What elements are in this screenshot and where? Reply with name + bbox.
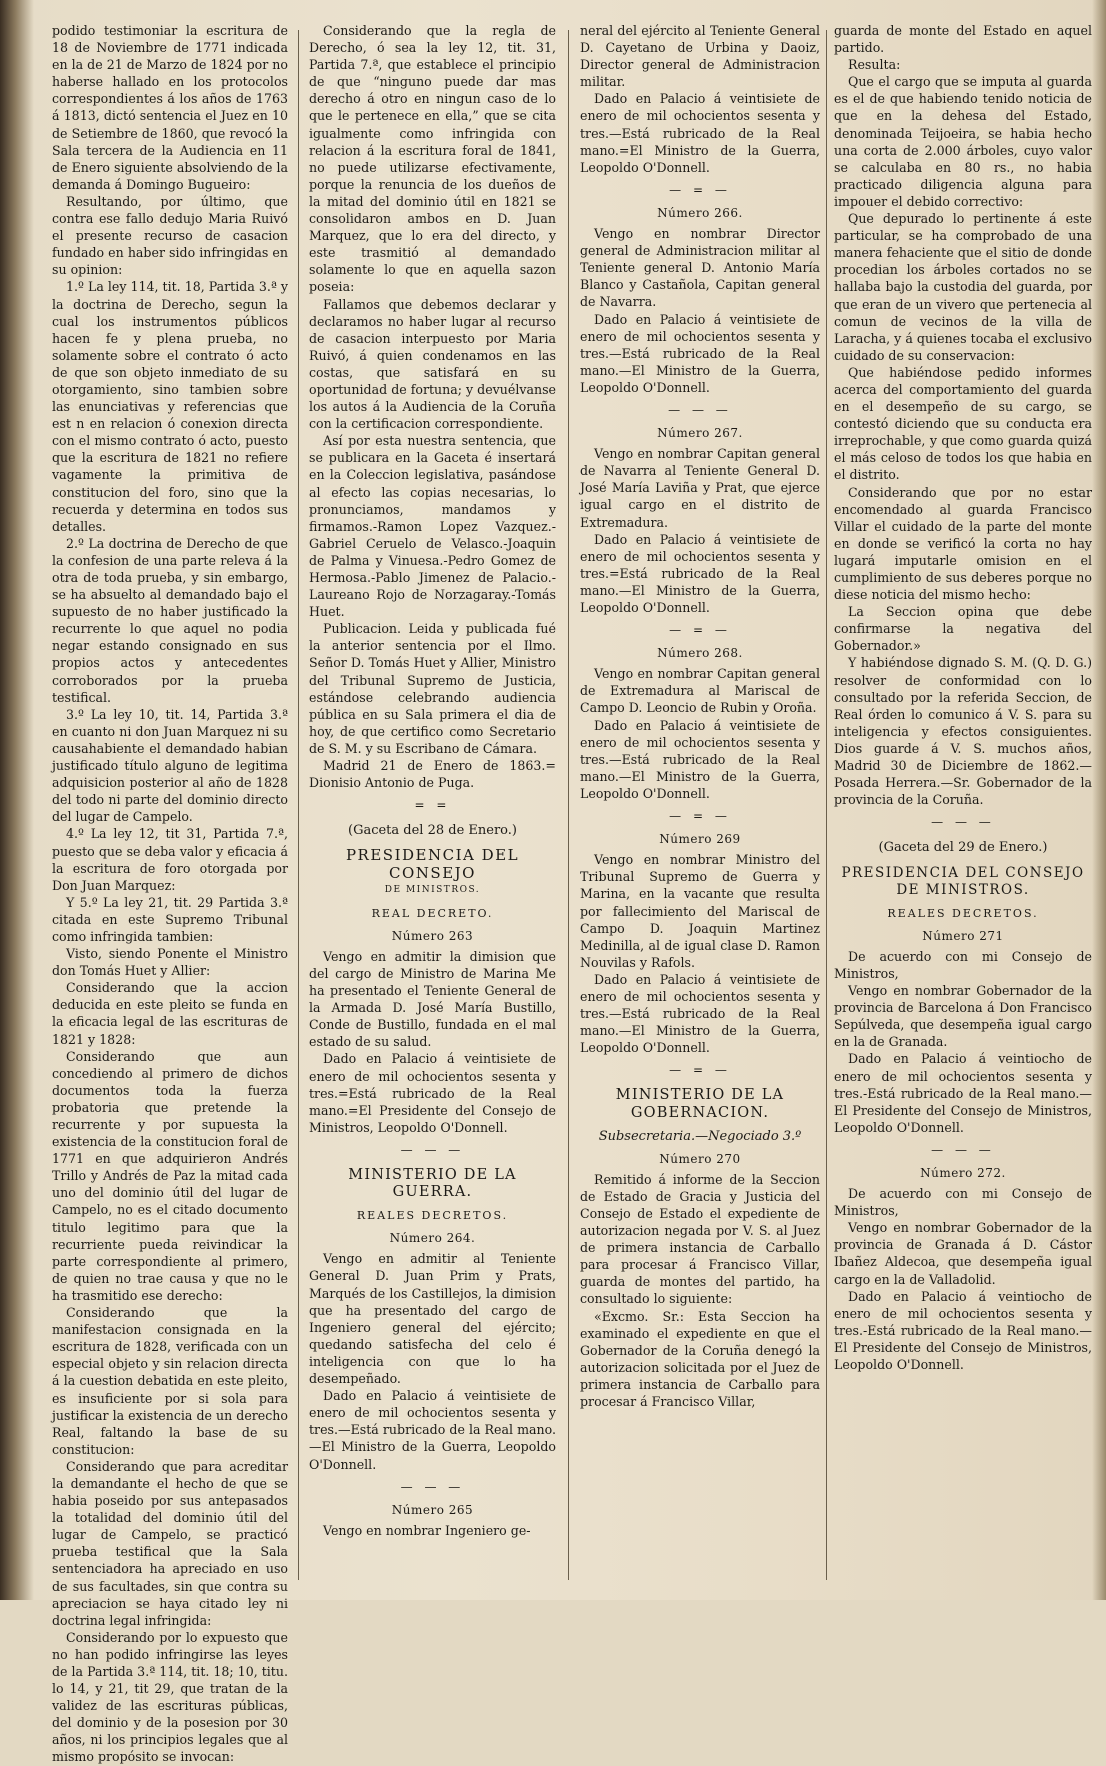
separator: — = — — [669, 809, 731, 824]
paragraph: Considerando que la accion deducida en este pleito se funda en la eficacia legal de las escrituras de 1821 y 1828: — [52, 980, 288, 1047]
paragraph: Dado en Palacio á veintiocho de enero de mil ochocientos sesenta y tres.-Está rubricado de la Real mano.—El Presidente del Consejo de Ministros, Leopoldo O'Donnell. — [834, 1051, 1092, 1135]
column-rule — [826, 30, 827, 1580]
paragraph: Vengo en nombrar Gobernador de la provincia de Granada á D. Cástor Ibañez Aldecoa, que desempeña igual cargo en la de Valladolid. — [834, 1220, 1092, 1287]
column-2 — [309, 22, 556, 1590]
decree-number: Número 264. — [389, 1231, 476, 1246]
separator: — — — — [400, 1479, 465, 1494]
paragraph: Vengo en nombrar Capitan general de Extremadura al Mariscal de Campo D. Leoncio de Rubin y Oroña. — [580, 666, 820, 716]
decree-heading: REALES DECRETOS. — [887, 906, 1039, 920]
paragraph: De acuerdo con mi Consejo de Ministros, — [834, 1186, 1092, 1219]
paragraph: Vengo en nombrar Ministro del Tribunal Supremo de Guerra y Marina, en la vacante que resulta por fallecimiento del Mariscal de Campo D. Joaquin Martinez Medinilla, al de igual clase D. Ramon Nouvilas y Rafols. — [580, 852, 820, 970]
paragraph: Vengo en nombrar Gobernador de la provincia de Barcelona á Don Francisco Sepúlveda, que desempeña igual cargo en la de Granada. — [834, 983, 1092, 1050]
paragraph: Dado en Palacio á veintisiete de enero de mil ochocientos sesenta y tres.=Está rubricado de la Real mano.—El Ministro de la Guerra, Leopoldo O'Donnell. — [580, 531, 820, 615]
paragraph: 3.º La ley 10, tit. 14, Partida 3.ª en cuanto ni don Juan Marquez ni su causahabiente el demandado habian justificado título alguno de legitima adquisicion posterior al año de 1828 del todo ni parte del dominio directo del lugar de Campelo. — [52, 706, 288, 825]
paragraph: Dado en Palacio á veintiocho de enero de mil ochocientos sesenta y tres.-Está rubricado de la Real mano.—El Presidente del Consejo de Ministros, Leopoldo O'Donnell. — [834, 1288, 1092, 1373]
gaceta-date: (Gaceta del 29 de Enero.) — [878, 840, 1048, 856]
section-subheading: DE MINISTROS. — [384, 884, 481, 895]
paragraph: Fallamos que debemos declarar y declaramos no haber lugar al recurso de casacion interpuesto por Maria Ruivó, á quien condenamos en las costas, que satisfará en su oportunidad de fortuna; y devuélvanse los autos á la Audiencia de la Coruña con la certificacion correspondiente. — [309, 296, 556, 432]
paragraph: Dado en Palacio á veintisiete de enero de mil ochocientos sesenta y tres.=Está rubricado de la Real mano.=El Presidente del Consejo de Ministros, Leopoldo O'Donnell. — [309, 1051, 556, 1135]
paragraph: La Seccion opina que debe confirmarse la negativa del Gobernador.» — [834, 604, 1092, 654]
column-rule — [298, 30, 299, 1580]
column-4 — [834, 22, 1092, 1590]
paragraph: 1.º La ley 114, tit. 18, Partida 3.ª y la doctrina de Derecho, segun la cual los instrumentos públicos hacen fe y plena prueba, no solamente sobre el contrato ó acto de que son objeto inmediato de su otorgamiento, sino tambien sobre las enunciativas y referencias que est n en relacion ó conexion directa con el mismo contrato ó acto, puesto que la escritura de 1821 no refiere vagamente la primitiva de constitucion del foro, sino que la recuerda y determina en todos sus detalles. — [52, 279, 288, 534]
decree-number: Número 263 — [391, 928, 474, 943]
section-heading: PRESIDENCIA DEL CONSEJO DE MINISTROS. — [841, 864, 1085, 898]
page-edge-shadow — [1092, 0, 1106, 1600]
decree-number: Número 267. — [657, 426, 743, 441]
paragraph: Dado en Palacio á veintisiete de enero de mil ochocientos sesenta y tres.—Está rubricado de la Real mano.—El Ministro de la Guerra, Leopoldo O'Donnell. — [580, 311, 820, 395]
paragraph: Considerando que para acreditar la demandante el hecho de que se habia poseido por sus antepasados la totalidad del dominio útil del lugar de Campelo, se practicó prueba testifical que la Sala sentenciadora ha apreciado en uso de sus facultades, sin que contra su apreciacion se haya citado ley ni doctrina legal infringida: — [52, 1458, 288, 1628]
separator: — — — — [931, 1142, 995, 1157]
decree-number: Número 268. — [657, 646, 743, 661]
paragraph: Vengo en nombrar Ingeniero ge- — [323, 1522, 531, 1538]
decree-number: Número 269 — [659, 832, 741, 847]
paragraph: Resulta: — [848, 57, 901, 73]
paragraph: Considerando por lo expuesto que no han podido infringirse las leyes de la Partida 3.ª 114, tit. 18; 10, titu. lo 14, y 21, tit 29, que tratan de la validez de las escrituras públicas, del dominio y de la posesion por 30 años, ni los principios legales que al mismo propósito se invocan: — [52, 1629, 288, 1765]
paragraph: Vengo en admitir la dimision que del cargo de Ministro de Marina Me ha presentado el Teniente General de la Armada D. José María Bustillo, Conde de Bustillo, fundada en el mal estado de su salud. — [309, 948, 556, 1050]
paragraph: Y 5.º La ley 21, tit. 29 Partida 3.ª citada en este Supremo Tribunal como infringida tambien: — [52, 894, 288, 944]
paragraph: guarda de monte del Estado en aquel partido. — [834, 23, 1092, 56]
decree-number: Número 271 — [922, 928, 1004, 943]
paragraph: neral del ejército al Teniente General D. Cayetano de Urbina y Daoiz, Director general de Administracion militar. — [580, 23, 820, 90]
paragraph: 2.º La doctrina de Derecho de que la confesion de una parte releva á la otra de toda prueba, y sin embargo, se ha absuelto al demandado bajo el supuesto de no haber justificado la recurrente lo que aquel no podia negar estando consignado en sus propios actos y antecedentes corroborados por la prueba testifical. — [52, 535, 288, 705]
paragraph: Vengo en nombrar Director general de Administracion militar al Teniente general D. Antonio María Blanco y Castañola, Capitan general de Navarra. — [580, 226, 820, 310]
decree-number: Número 265 — [391, 1502, 474, 1517]
separator: — — — — [668, 402, 732, 417]
paragraph: Vengo en admitir al Teniente General D. Juan Prim y Prats, Marqués de los Castillejos, la dimision que ha presentado del cargo de Ingeniero general del ejército; quedando satisfecha del celo é inteligencia con que lo ha desempeñado. — [309, 1251, 556, 1387]
separator: = = — [414, 798, 451, 813]
paragraph: Resultando, por último, que contra ese fallo dedujo Maria Ruivó el presente recurso de casacion fundado en haber sido infringidas en su opinion: — [52, 193, 288, 278]
separator: — — — — [400, 1142, 465, 1157]
separator: — = — — [669, 182, 731, 197]
separator: — = — — [669, 623, 731, 638]
separator: — — — — [931, 815, 995, 830]
gaceta-date: (Gaceta del 28 de Enero.) — [348, 823, 517, 839]
paragraph: podido testimoniar la escritura de 18 de Noviembre de 1771 indicada en la de 21 de Marzo de 1824 por no haberse hallado en los protocolos correspondientes á los años de 1763 á 1813, dictó sentencia el Juez en 10 de Setiembre de 1860, que revocó la Sala tercera de la Audiencia en 11 de Enero siguiente absolviendo de la demanda á Domingo Bugueiro: — [52, 23, 288, 192]
paragraph: Madrid 21 de Enero de 1863.= Dionisio Antonio de Puga. — [309, 758, 556, 791]
paragraph: «Excmo. Sr.: Esta Seccion ha examinado el expediente en que el Gobernador de la Coruña denegó la autorizacion solicitada por el Juez de primera instancia de Carballo para procesar á Francisco Villar, — [580, 1308, 820, 1410]
paragraph: Que depurado lo pertinente á este particular, se ha comprobado de una manera fehaciente que el sitio de donde procedian los árboles cortados no se hallaba bajo la custodia del guarda, por que eran de un vivero que pertenecia al comun de vecinos de la villa de Laracha, y á quienes tocaba el exclusivo cuidado de su conservacion: — [834, 211, 1092, 363]
paragraph: Considerando que la regla de Derecho, ó sea la ley 12, tit. 31, Partida 7.ª, que establece el principio de que “ninguno puede dar mas derecho á otro en ningun caso de lo que le pertenece en ella,” que se cita igualmente como infringida con relacion á la escritura foral de 1841, no puede utilizarse efectivamente, porque la renuncia de los dueños de la mitad del dominio útil en 1821 se consolidaron ambos en D. Juan Marquez, que lo era del directo, y este trasmitió al demandado solamente lo que en aquella sazon poseia: — [309, 23, 556, 295]
paragraph: Vengo en nombrar Capitan general de Navarra al Teniente General D. José María Laviña y Prat, que ejerce igual cargo en el distrito de Extremadura. — [580, 446, 820, 530]
paragraph: 4.º La ley 12, tit 31, Partida 7.ª, puesto que se deba valor y eficacia á la escritura de foro otorgada por Don Juan Marquez: — [52, 826, 288, 893]
decree-heading: REAL DECRETO. — [371, 906, 494, 920]
ministry-heading: MINISTERIO DE LA GUERRA. — [348, 1167, 517, 1201]
separator: — = — — [669, 1063, 731, 1078]
paragraph: Que habiéndose pedido informes acerca del comportamiento del guarda en el desempeño de su cargo, se contestó diciendo que su conducta era irreprochable, y que como guarda quizá el más celoso de todos los que habia en el distrito. — [834, 364, 1092, 483]
paragraph: Y habiéndose dignado S. M. (Q. D. G.) resolver de conformidad con lo consultado por la referida Seccion, de Real órden lo comunico á V. S. para su inteligencia y efectos consiguientes. Dios guarde á V. S. muchos años, Madrid 30 de Diciembre de 1862.—Posada Herrera.—Sr. Gobernador de la provincia de la Coruña. — [834, 655, 1092, 808]
ministry-heading: MINISTERIO DE LA GOBERNACION. — [615, 1087, 785, 1121]
subsecretaria-heading: Subsecretaria.—Negociado 3.º — [598, 1128, 802, 1144]
section-heading: PRESIDENCIA DEL CONSEJO — [345, 846, 520, 882]
decree-number: Número 270 — [659, 1151, 741, 1166]
decree-number: Número 266. — [657, 205, 743, 220]
paragraph: Dado en Palacio á veintisiete de enero de mil ochocientos sesenta y tres.—Está rubricado de la Real mano.—El Ministro de la Guerra, Leopoldo O'Donnell. — [309, 1388, 556, 1472]
paragraph: Remitido á informe de la Seccion de Estado de Gracia y Justicia del Consejo de Estado el expediente de autorizacion negada por V. S. al Juez de primera instancia de Carballo para procesar á Francisco Villar, guarda de montes del partido, ha consultado lo siguiente: — [580, 1171, 820, 1307]
paragraph: Considerando que aun concediendo al primero de dichos documentos toda la fuerza probatoria que pretende la recurrente y por supuesta la existencia de la constitucion foral de 1771 en que adquirieron Andrés Trillo y Andrés de Paz la mitad cada uno del dominio útil del lugar de Campelo, no es el citado documento titulo legitimo para que la recurriente pueda reivindicar la parte correspondiente al primero, de quien no trae causa y que no le ha trasmitido ese derecho: — [52, 1048, 288, 1303]
paragraph: Dado en Palacio á veintisiete de enero de mil ochocientos sesenta y tres.—Está rubricado de la Real mano.=El Ministro de la Guerra, Leopoldo O'Donnell. — [580, 91, 820, 175]
column-3 — [580, 22, 820, 1590]
column-rule — [568, 30, 569, 1580]
paragraph: Publicacion. Leida y publicada fué la anterior sentencia por el Ilmo. Señor D. Tomás Huet y Allier, Ministro del Tribunal Supremo de Justicia, estándose celebrando audiencia pública en su Sala primera el dia de hoy, de que certifico como Secretario de S. M. y su Escribano de Cámara. — [309, 621, 556, 756]
paragraph: Que el cargo que se imputa al guarda es el de que habiendo tenido noticia de que en la dehesa del Estado, denominada Teijoeira, se habia hecho una corta de 2.000 árboles, cuyo valor se calculaba en 80 rs., no habia practicado diligencia alguna para impouer el debido correctivo: — [834, 74, 1092, 209]
decree-heading: REALES DECRETOS. — [356, 1209, 509, 1223]
paragraph: Dado en Palacio á veintisiete de enero de mil ochocientos sesenta y tres.—Está rubricado de la Real mano.—El Ministro de la Guerra, Leopoldo O'Donnell. — [580, 717, 820, 801]
paragraph: Visto, siendo Ponente el Ministro don Tomás Huet y Allier: — [52, 946, 288, 979]
decree-number: Número 272. — [920, 1166, 1006, 1180]
column-1 — [52, 22, 288, 1765]
paragraph: Así por esta nuestra sentencia, que se publicara en la Gaceta é insertará en la Coleccion legislativa, pasándose al efecto las copias necesarias, lo pronunciamos, mandamos y firmamos.-Ramon Lopez Vazquez.-Gabriel Ceruelo de Velasco.-Joaquin de Palma y Vinuesa.-Pedro Gomez de Hermosa.-Pablo Jimenez de Palacio.-Laureano Rojo de Norzagaray.-Tomás Huet. — [309, 433, 556, 620]
paragraph: Considerando que por no estar encomendado al guarda Francisco Villar el cuidado de la parte del monte en donde se verificó la corta no hay lugará imputarle omision en el cumplimiento de sus deberes porque no diese noticia del mismo hecho: — [834, 484, 1092, 603]
binding-shadow — [0, 0, 34, 1600]
paragraph: Considerando que la manifestacion consignada en la escritura de 1828, verificada con un especial objeto y sin relacion directa á la cuestion debatida en este pleito, es insuficiente por si sola para justificar la existencia de un derecho Real, faltando la base de su constitucion: — [52, 1305, 288, 1457]
paragraph: De acuerdo con mi Consejo de Ministros, — [834, 948, 1092, 981]
paragraph: Dado en Palacio á veintisiete de enero de mil ochocientos sesenta y tres.—Está rubricado de la Real mano.—El Ministro de la Guerra, Leopoldo O'Donnell. — [580, 971, 820, 1056]
